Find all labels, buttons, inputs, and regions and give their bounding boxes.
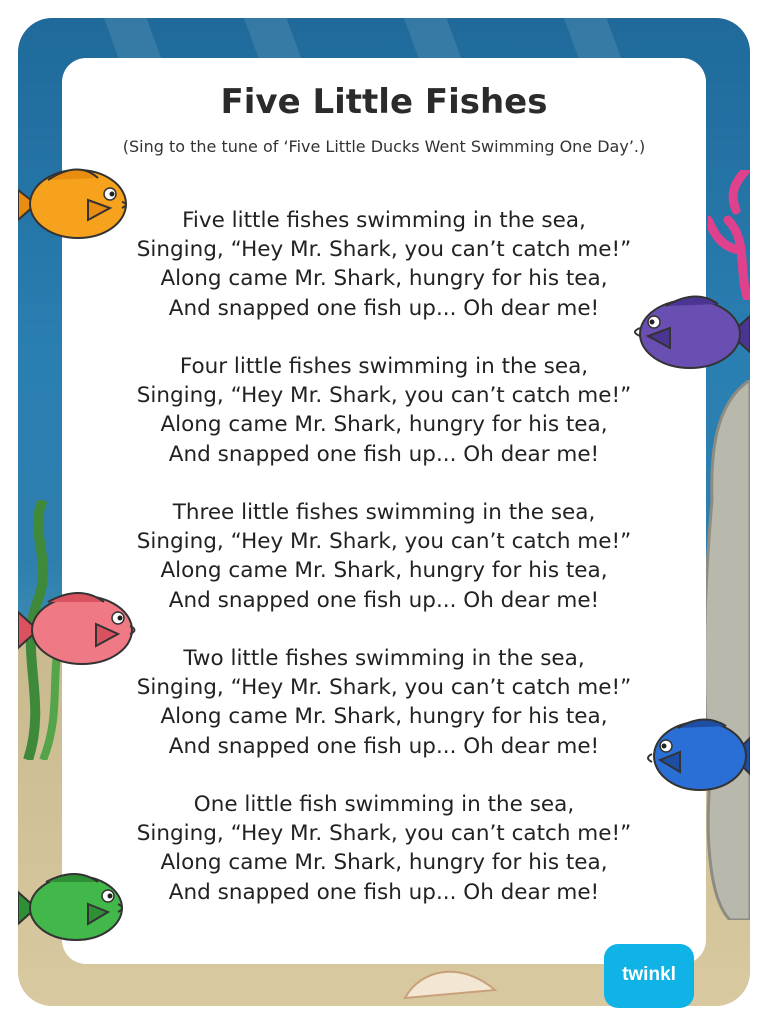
rock-icon bbox=[700, 380, 750, 920]
verse bbox=[62, 790, 706, 907]
verse-line: And snapped one fish up... Oh dear me! bbox=[168, 587, 600, 613]
verse bbox=[62, 206, 706, 323]
verse-line: One little fish swimming in the sea, bbox=[193, 792, 575, 817]
orange-fish-icon bbox=[18, 160, 130, 248]
verse-line: And snapped one fish up... Oh dear me! bbox=[168, 441, 600, 467]
page-title: Five Little Fishes bbox=[220, 82, 548, 122]
verse bbox=[62, 352, 706, 469]
verse bbox=[62, 498, 706, 615]
verse-line: Along came Mr. Shark, hungry for his tea, bbox=[160, 266, 608, 292]
coral-icon bbox=[708, 170, 750, 300]
blue-fish-icon bbox=[644, 712, 750, 800]
pink-fish-icon bbox=[18, 584, 140, 674]
verse-line: Along came Mr. Shark, hungry for his tea, bbox=[160, 850, 608, 876]
page-subtitle: (Sing to the tune of ‘Five Little Ducks Went Swimming One Day’.) bbox=[122, 137, 646, 156]
verse-line: Five little fishes swimming in the sea, bbox=[182, 208, 586, 233]
verse-line: And snapped one fish up... Oh dear me! bbox=[168, 733, 600, 759]
verse-line: Singing, “Hey Mr. Shark, you can’t catch me!” bbox=[136, 529, 632, 555]
verse-line: And snapped one fish up... Oh dear me! bbox=[168, 879, 600, 905]
green-fish-icon bbox=[18, 866, 128, 952]
verse-line: Four little fishes swimming in the sea, bbox=[179, 354, 589, 379]
verse-line: Singing, “Hey Mr. Shark, you can’t catch me!” bbox=[136, 237, 632, 263]
verse bbox=[62, 644, 706, 761]
verse-line: Singing, “Hey Mr. Shark, you can’t catch me!” bbox=[136, 383, 632, 409]
twinkl-logo[interactable] bbox=[604, 944, 694, 1008]
verse-line: Singing, “Hey Mr. Shark, you can’t catch me!” bbox=[136, 675, 632, 701]
verse-line: Along came Mr. Shark, hungry for his tea, bbox=[160, 704, 608, 730]
verse-line: Along came Mr. Shark, hungry for his tea, bbox=[160, 412, 608, 438]
verse-line: Three little fishes swimming in the sea, bbox=[172, 500, 596, 525]
shell-icon bbox=[400, 960, 500, 1000]
verse-line: Two little fishes swimming in the sea, bbox=[183, 646, 585, 671]
twinkl-logo-text: twinkl bbox=[622, 964, 676, 985]
verse-line: Singing, “Hey Mr. Shark, you can’t catch me!” bbox=[136, 821, 632, 847]
verse-line: And snapped one fish up... Oh dear me! bbox=[168, 295, 600, 321]
verse-line: Along came Mr. Shark, hungry for his tea, bbox=[160, 558, 608, 584]
purple-fish-icon bbox=[626, 288, 750, 378]
